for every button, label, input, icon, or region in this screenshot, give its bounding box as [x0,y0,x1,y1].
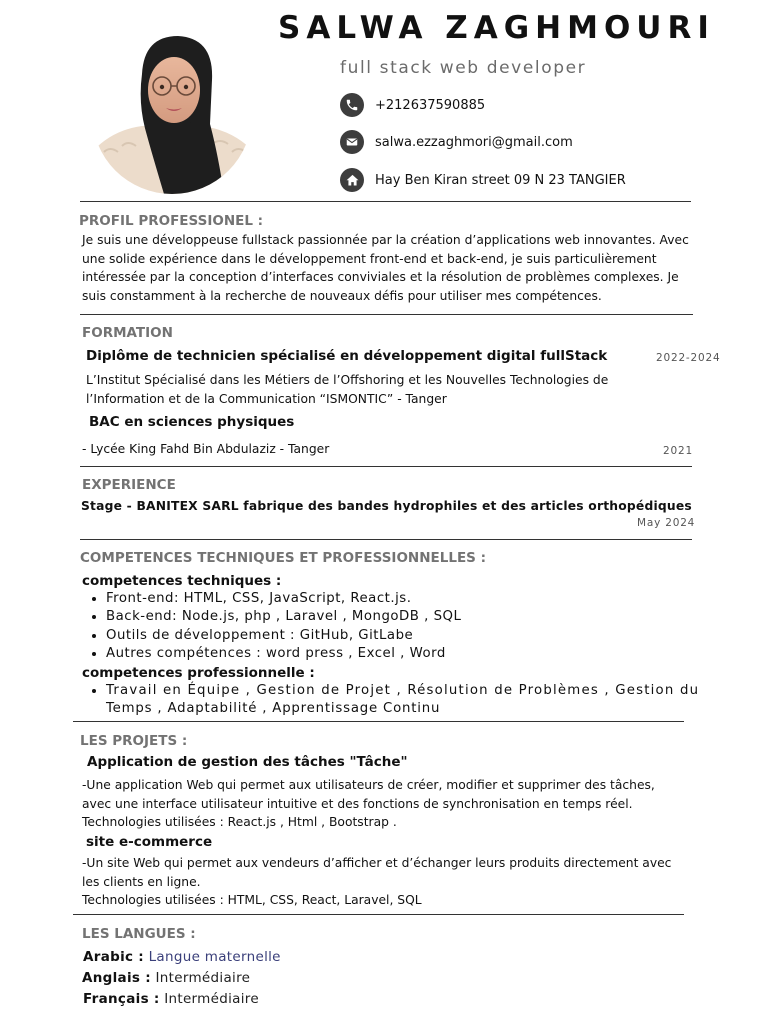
formation-heading: FORMATION [82,325,173,341]
project-line: -Un site Web qui permet aux vendeurs d’afficher et d’échanger leurs produits directement avec [82,856,672,870]
langues-heading: LES LANGUES : [82,926,196,942]
divider [80,466,692,467]
home-icon [340,168,364,192]
formation-years: 2021 [663,445,693,457]
project-line: avec une interface utilisateur intuitive et des fonctions de synchronisation en temps réel. [82,796,633,811]
candidate-name: SALWA ZAGHMOURI [278,10,715,46]
project-line: Technologies utilisées : React.js , Html , Bootstrap . [82,815,397,830]
project-line: -Une application Web qui permet aux utilisateurs de créer, modifier et supprimer des tâches, [82,778,655,792]
list-item: • Outils de développement : GitHub, GitLabe [106,627,741,645]
language-level: Intermédiaire [155,970,251,986]
project-line: les clients en ligne. [82,874,201,889]
profil-heading: PROFIL PROFESSIONEL : [79,213,264,229]
experience-role: Stage - BANITEX SARL fabrique des bandes hydrophiles et des articles orthopédiques [81,499,692,513]
profil-line: une solide expérience dans le développement front-end et back-end, je suis particulièrement [82,251,657,266]
experience-date: May 2024 [637,517,696,529]
language-name: Arabic : [83,949,145,965]
language-level: Langue maternelle [148,949,281,965]
experience-heading: EXPERIENCE [82,477,176,493]
profil-line: Je suis une développeuse fullstack passionnée par la création d’applications web innovantes. Avec [82,233,689,247]
school-line: l’Information et de la Communication “ISMONTIC” - Tanger [86,391,447,406]
school-line: L’Institut Spécialisé dans les Métiers de l’Offshoring et les Nouvelles Technologies de [86,373,609,387]
language-name: Anglais : [82,970,151,986]
divider [80,201,691,202]
language-item [82,970,250,986]
contact-email [340,129,573,155]
pro-line: • Travail en Équipe , Gestion de Projet , Résolution de Problèmes , Gestion du [106,683,700,698]
project-description [82,776,762,832]
profil-line: intéressée par la conception d’interfaces conviviales et la résolution de problèmes complexes. Je [82,270,679,285]
list-item: • Autres compétences : word press , Excel , Word [106,645,741,663]
address-text: Hay Ben Kiran street 09 N 23 TANGIER [375,172,626,188]
project-description [82,854,762,910]
language-name: Français : [83,991,160,1007]
project-line: Technologies utilisées : HTML, CSS, React, Laravel, SQL [82,893,422,908]
language-item [83,949,281,965]
list-item: • Back-end: Node.js, php , Laravel , MongoDB , SQL [106,608,741,626]
formation-school [86,371,686,408]
divider [80,314,693,315]
list-item: • Front-end: HTML, CSS, JavaScript, React.js. [106,590,741,608]
competences-pro-list [81,682,741,719]
list-item [106,682,741,719]
contact-phone [340,92,485,118]
formation-degree: BAC en sciences physiques [89,414,295,430]
competences-tech-list [81,590,741,663]
competences-heading: COMPETENCES TECHNIQUES ET PROFESSIONNELLES : [80,550,487,566]
contact-address [340,167,626,193]
project-name: Application de gestion des tâches "Tâche" [87,754,408,770]
profil-text [82,231,762,305]
divider [80,539,692,540]
competences-pro-title: competences professionnelle : [82,665,315,681]
phone-text: +212637590885 [375,97,486,113]
profil-line: suis constamment à la recherche de nouveaux défis pour utiliser mes compétences. [82,288,602,303]
job-title: full stack web developer [340,58,587,78]
formation-school: - Lycée King Fahd Bin Abdulaziz - Tanger [82,442,330,456]
competences-tech-title: competences techniques : [82,573,282,589]
phone-icon [340,93,364,117]
email-text: salwa.ezzaghmori@gmail.com [375,134,573,150]
formation-degree: Diplôme de technicien spécialisé en développement digital fullStack [86,348,608,364]
language-item [83,991,259,1007]
formation-years: 2022-2024 [656,352,721,364]
profile-photo [92,34,252,194]
pro-line: Temps , Adaptabilité , Apprentissage Continu [106,701,441,717]
projets-heading: LES PROJETS : [80,733,188,749]
email-icon [340,130,364,154]
project-name: site e-commerce [86,834,213,850]
divider [73,914,684,915]
language-level: Intermédiaire [164,991,259,1007]
divider [73,721,684,722]
